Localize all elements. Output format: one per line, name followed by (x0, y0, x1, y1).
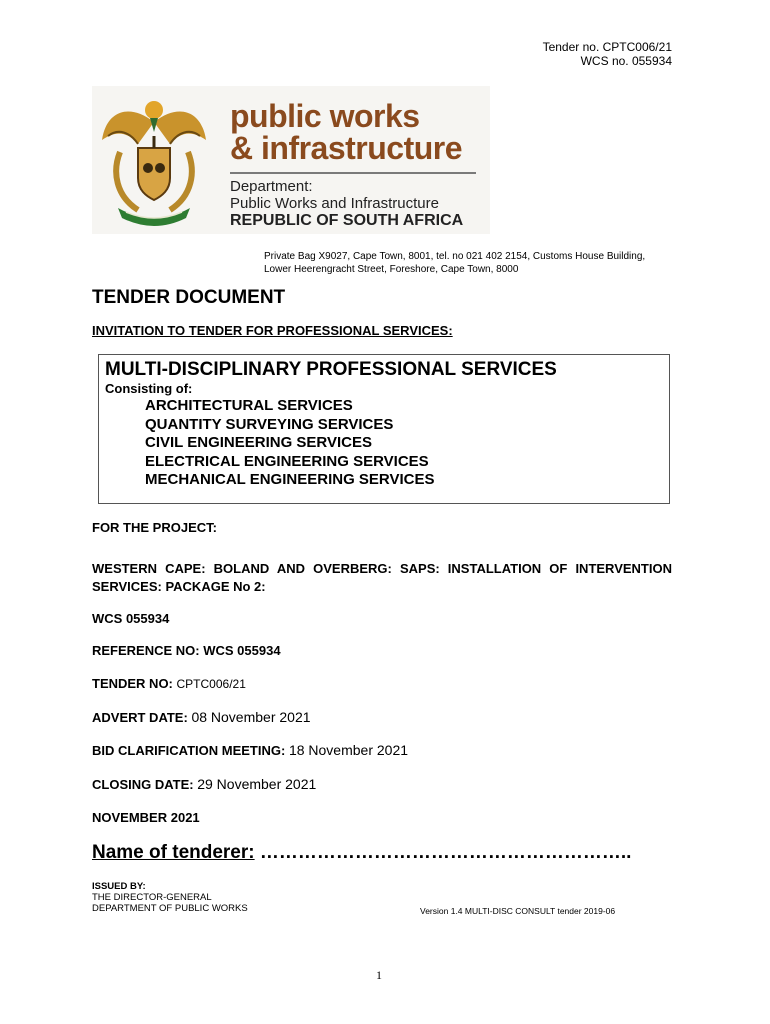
tenderer-field (92, 842, 631, 864)
service-item: ARCHITECTURAL SERVICES (145, 397, 353, 414)
services-heading: MULTI-DISCIPLINARY PROFESSIONAL SERVICES (105, 359, 557, 380)
issuer-line-2: DEPARTMENT OF PUBLIC WORKS (92, 903, 248, 914)
closing-date-field (92, 776, 316, 792)
advert-date-value: 08 November 2021 (191, 709, 311, 725)
page-number: 1 (376, 968, 382, 982)
issued-by-block (92, 881, 248, 914)
brand-line-1: public works (230, 98, 420, 134)
clarification-value: 18 November 2021 (288, 742, 409, 758)
tenderer-label: Name of tenderer: (92, 842, 255, 863)
tender-no-field (92, 676, 246, 691)
document-month: NOVEMBER 2021 (92, 810, 200, 825)
clarification-label: BID CLARIFICATION MEETING: (92, 743, 286, 758)
project-wcs: WCS 055934 (92, 611, 170, 626)
address-line-1: Private Bag X9027, Cape Town, 8001, tel. no 021 402 2154, Customs House Building, (264, 251, 646, 262)
clarification-field (92, 742, 408, 758)
advert-date-label: ADVERT DATE: (92, 710, 188, 725)
closing-date-label: CLOSING DATE: (92, 777, 194, 792)
dept-name: Public Works and Infrastructure (230, 195, 439, 212)
dept-label: Department: (230, 178, 313, 195)
invitation-heading: INVITATION TO TENDER FOR PROFESSIONAL SERVICES: (92, 323, 453, 338)
services-list (145, 397, 435, 490)
closing-date-value: 29 November 2021 (197, 776, 317, 792)
tender-no-value: CPTC006/21 (176, 677, 246, 691)
department-logo (92, 86, 490, 234)
address-line-2: Lower Heerengracht Street, Foreshore, Cape Town, 8000 (264, 264, 519, 275)
project-title: WESTERN CAPE: BOLAND AND OVERBERG: SAPS: INSTALLATION OF INTERVENTION SERVICES: PACKAGE No 2: (92, 561, 672, 594)
coat-of-arms-icon (98, 92, 210, 228)
brand-line-2: & infrastructure (230, 130, 463, 166)
brand-block (230, 100, 476, 230)
wcs-ref: WCS no. 055934 (580, 54, 672, 68)
header-reference (543, 40, 672, 68)
version-note: Version 1.4 MULTI-DISC CONSULT tender 2019-06 (420, 906, 616, 916)
brand-divider (230, 172, 476, 174)
services-box (98, 354, 670, 504)
service-item: CIVIL ENGINEERING SERVICES (145, 434, 372, 451)
service-item: QUANTITY SURVEYING SERVICES (145, 415, 394, 433)
project-label: FOR THE PROJECT: (92, 520, 217, 535)
reference-no: REFERENCE NO: WCS 055934 (92, 643, 281, 658)
document-title: TENDER DOCUMENT (92, 287, 286, 308)
issued-by-label: ISSUED BY: (92, 881, 146, 892)
consisting-label: Consisting of: (105, 381, 193, 396)
issuer-line-1: THE DIRECTOR-GENERAL (92, 892, 212, 903)
service-item: ELECTRICAL ENGINEERING SERVICES (145, 452, 429, 470)
tenderer-blank[interactable]: ………………………………………………….. (259, 842, 632, 863)
service-item: MECHANICAL ENGINEERING SERVICES (145, 471, 435, 488)
tender-ref: Tender no. CPTC006/21 (542, 40, 672, 54)
address-block (264, 250, 645, 276)
dept-country: REPUBLIC OF SOUTH AFRICA (230, 212, 464, 229)
advert-date-field (92, 709, 311, 725)
tender-no-label: TENDER NO: (92, 676, 173, 691)
